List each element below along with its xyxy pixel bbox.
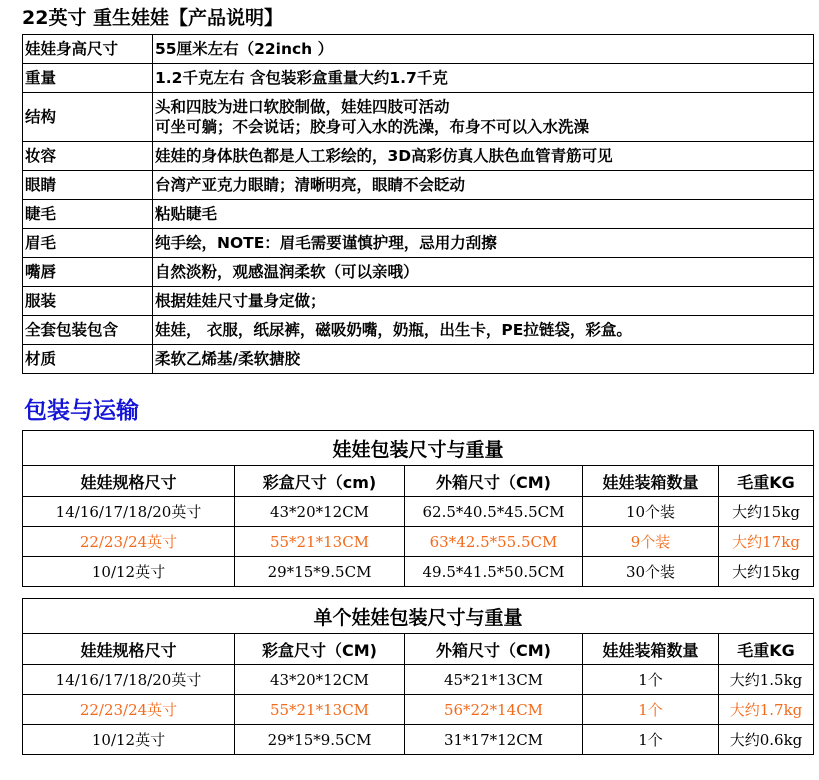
spec-value: 55厘米左右（22inch ） <box>153 35 814 64</box>
spec-value: 自然淡粉，观感温润柔软（可以亲哦） <box>153 258 814 287</box>
column-header: 毛重KG <box>719 466 814 497</box>
table-caption: 单个娃娃包装尺寸与重量 <box>23 599 814 634</box>
table-cell: 30个装 <box>583 557 719 587</box>
table-row-highlighted <box>23 695 814 725</box>
table-cell: 49.5*41.5*50.5CM <box>405 557 583 587</box>
spec-row-package-contents <box>23 316 814 345</box>
table-cell: 43*20*12CM <box>235 497 405 527</box>
spec-row-eyelashes <box>23 200 814 229</box>
column-header: 外箱尺寸（CM) <box>405 466 583 497</box>
spec-value: 娃娃， 衣服，纸尿裤，磁吸奶嘴，奶瓶，出生卡，PE拉链袋，彩盒。 <box>153 316 814 345</box>
spec-row-eyes <box>23 171 814 200</box>
table-cell: 10/12英寸 <box>23 557 235 587</box>
column-header: 娃娃装箱数量 <box>583 634 719 665</box>
spec-label: 嘴唇 <box>23 258 153 287</box>
column-header: 外箱尺寸（CM) <box>405 634 583 665</box>
spec-row-clothing <box>23 287 814 316</box>
spec-value: 台湾产亚克力眼睛；清晰明亮，眼睛不会眨动 <box>153 171 814 200</box>
table-cell: 62.5*40.5*45.5CM <box>405 497 583 527</box>
table-cell: 大约15kg <box>719 497 814 527</box>
column-header: 娃娃装箱数量 <box>583 466 719 497</box>
table-caption: 娃娃包装尺寸与重量 <box>23 431 814 466</box>
spec-label: 眼睛 <box>23 171 153 200</box>
section-heading: 包装与运输 <box>24 398 139 424</box>
column-header: 彩盒尺寸（cm) <box>235 466 405 497</box>
spec-row-lips <box>23 258 814 287</box>
spec-row-makeup <box>23 142 814 171</box>
table-cell: 1个 <box>583 725 719 755</box>
spec-value: 柔软乙烯基/柔软搪胶 <box>153 345 814 374</box>
table-cell: 10/12英寸 <box>23 725 235 755</box>
table-cell: 55*21*13CM <box>235 695 405 725</box>
spec-row-eyebrows <box>23 229 814 258</box>
table-row <box>23 665 814 695</box>
spec-label: 材质 <box>23 345 153 374</box>
table-cell: 大约1.5kg <box>719 665 814 695</box>
table-cell: 29*15*9.5CM <box>235 725 405 755</box>
table-cell: 大约17kg <box>719 527 814 557</box>
spec-row-structure <box>23 93 814 142</box>
spec-value-line: 头和四肢为进口软胶制做，娃娃四肢可活动 <box>155 98 450 116</box>
spec-value: 粘贴睫毛 <box>153 200 814 229</box>
table-cell: 1个 <box>583 695 719 725</box>
column-header: 娃娃规格尺寸 <box>23 634 235 665</box>
table-cell: 大约15kg <box>719 557 814 587</box>
column-header: 彩盒尺寸（CM) <box>235 634 405 665</box>
spec-label: 睫毛 <box>23 200 153 229</box>
table-cell: 55*21*13CM <box>235 527 405 557</box>
column-header: 娃娃规格尺寸 <box>23 466 235 497</box>
table-cell: 14/16/17/18/20英寸 <box>23 665 235 695</box>
table-cell: 9个装 <box>583 527 719 557</box>
table-cell: 22/23/24英寸 <box>23 527 235 557</box>
table-cell: 63*42.5*55.5CM <box>405 527 583 557</box>
spec-label: 娃娃身高尺寸 <box>23 35 153 64</box>
table-cell: 大约0.6kg <box>719 725 814 755</box>
spec-row-height <box>23 35 814 64</box>
spec-value: 娃娃的身体肤色都是人工彩绘的，3D高彩仿真人肤色血管青筋可见 <box>153 142 814 171</box>
spec-value <box>153 93 814 142</box>
table-cell: 22/23/24英寸 <box>23 695 235 725</box>
table-row <box>23 497 814 527</box>
shipping-table-bulk <box>22 430 814 587</box>
column-header: 毛重KG <box>719 634 814 665</box>
table-row <box>23 725 814 755</box>
page-title: 22英寸 重生娃娃【产品说明】 <box>22 7 284 29</box>
table-cell: 14/16/17/18/20英寸 <box>23 497 235 527</box>
table-cell: 43*20*12CM <box>235 665 405 695</box>
spec-value-line: 可坐可躺；不会说话；胶身可入水的洗澡，布身不可以入水洗澡 <box>155 118 590 136</box>
spec-label: 眉毛 <box>23 229 153 258</box>
spec-row-material <box>23 345 814 374</box>
table-row <box>23 557 814 587</box>
table-cell: 45*21*13CM <box>405 665 583 695</box>
spec-value: 纯手绘，NOTE：眉毛需要谨慎护理，忌用力刮擦 <box>153 229 814 258</box>
spec-label: 重量 <box>23 64 153 93</box>
table-cell: 56*22*14CM <box>405 695 583 725</box>
spec-label: 结构 <box>23 93 153 142</box>
spec-table <box>22 34 814 374</box>
table-cell: 31*17*12CM <box>405 725 583 755</box>
spec-label: 妆容 <box>23 142 153 171</box>
spec-label: 服装 <box>23 287 153 316</box>
table-cell: 大约1.7kg <box>719 695 814 725</box>
spec-label: 全套包装包含 <box>23 316 153 345</box>
table-header-row <box>23 466 814 497</box>
table-cell: 10个装 <box>583 497 719 527</box>
table-row-highlighted <box>23 527 814 557</box>
spec-value: 根据娃娃尺寸量身定做； <box>153 287 814 316</box>
shipping-table-single <box>22 598 814 755</box>
spec-value: 1.2千克左右 含包装彩盒重量大约1.7千克 <box>153 64 814 93</box>
table-cell: 29*15*9.5CM <box>235 557 405 587</box>
table-header-row <box>23 634 814 665</box>
table-cell: 1个 <box>583 665 719 695</box>
spec-row-weight <box>23 64 814 93</box>
